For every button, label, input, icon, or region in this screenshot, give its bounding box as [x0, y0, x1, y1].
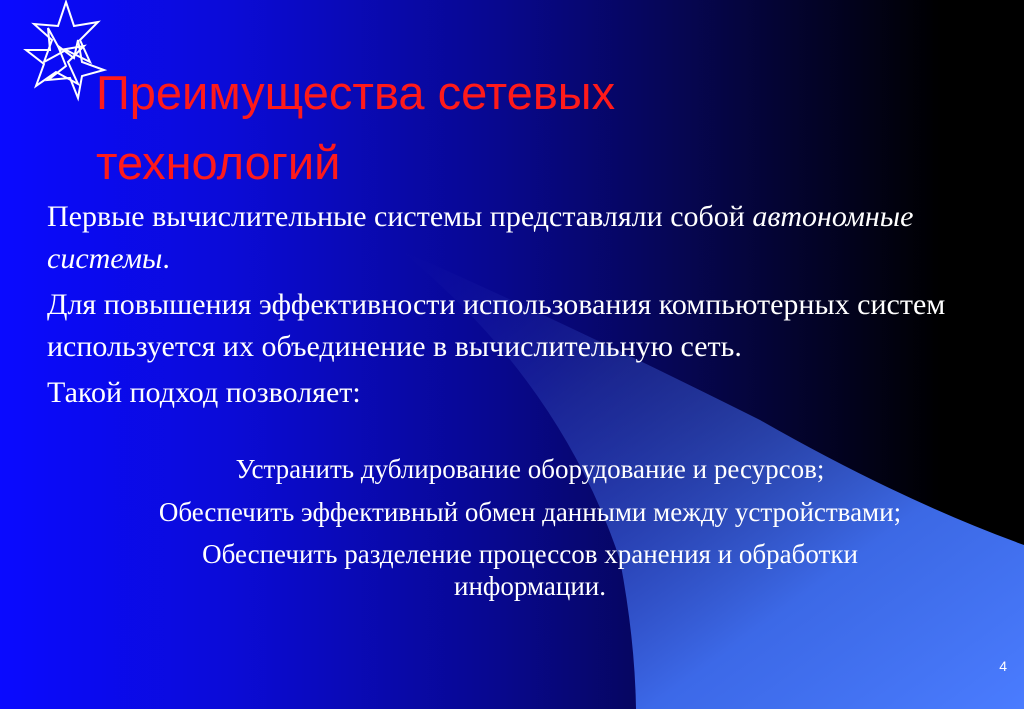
- page-number: 4: [999, 658, 1007, 674]
- slide-title: Преимущества сетевых технологий: [96, 66, 616, 189]
- slide-body: [47, 196, 947, 418]
- paragraph-1-period: .: [162, 242, 170, 275]
- bullet-item: Обеспечить разделение процессов хранения и обработки информации.: [202, 539, 858, 601]
- paragraph-network-integration: Для повышения эффективности использования компьютерных систем используется их объединение в вычислительную сеть.: [47, 288, 946, 363]
- paragraph-autonomous-systems: [47, 196, 947, 280]
- paragraph-1-emphasis: автономные системы: [47, 200, 914, 275]
- bullet-item: Устранить дублирование оборудование и ресурсов;: [235, 454, 825, 484]
- paragraph-approach-intro: Такой подход позволяет:: [47, 376, 361, 409]
- bullet-item: Обеспечить эффективный обмен данными между устройствами;: [158, 497, 902, 527]
- paragraph-1-text: Первые вычислительные системы представляли собой: [47, 200, 745, 233]
